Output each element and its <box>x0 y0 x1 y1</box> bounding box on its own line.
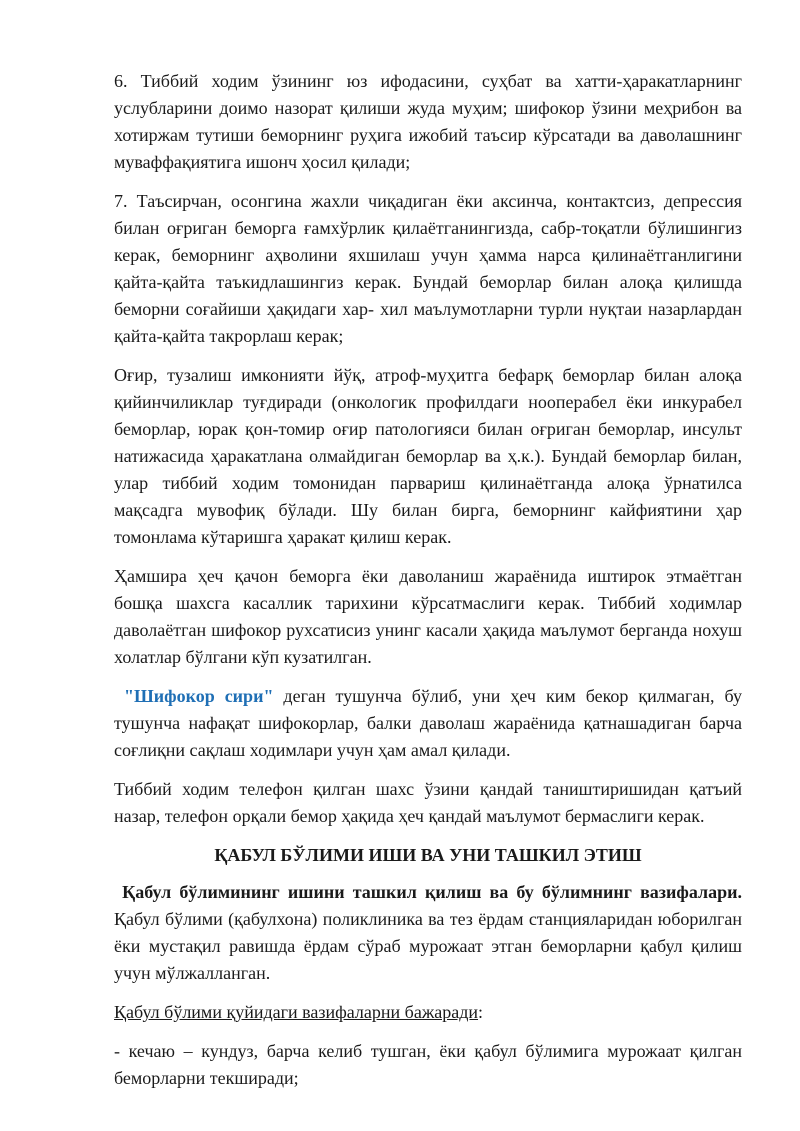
reception-lead-bold: Қабул бўлимининг ишини ташкил қилиш ва бу бўлимнинг вазифалари. <box>122 882 742 902</box>
tasks-colon: : <box>478 1002 484 1022</box>
paragraph-severe-patients: Оғир, тузалиш имконияти йўқ, атроф-муҳитга бефарқ беморлар билан алоқа қийинчиликлар туғдиради (онкологик профилдаги нооперабел ёки инкурабел беморлар, юрак қон-томир оғир патологияси билан оғриган беморлар, инсульт натижасида ҳаракатлана олмайдиган беморлар ва ҳ.к.). Бундай беморлар билан, улар тиббий ходим томонидан парвариш қилинаётганда алоқа ўрнатилса мақсадга мувофиқ бўлади. Шу билан бирга, беморнинг кайфиятини ҳар томонлама кўтаришга ҳаракат қилиш керак. <box>114 365 742 547</box>
paragraph-reception-intro <box>114 879 742 987</box>
paragraph-tasks-heading <box>114 999 742 1026</box>
paragraph-doctor-secret <box>114 683 742 764</box>
tasks-underlined-label: Қабул бўлими қуйидаги вазифаларни бажаради <box>114 1002 479 1022</box>
doctor-secret-text: деган тушунча бўлиб, уни ҳеч ким бекор қилмаган, бу тушунча нафақат шифокорлар, балки даволаш жараёнида қатнашадиган барча соғлиқни сақлаш ходимлари учун ҳам амал қилади. <box>114 686 742 760</box>
paragraph-6: 6. Тиббий ходим ўзининг юз ифодасини, суҳбат ва хатти-ҳаракатларнинг услубларини доимо назорат қилиши жуда муҳим; шифокор ўзини меҳрибон ва хотиржам тутиши беморнинг руҳига ижобий таъсир кўрсатади ва даволашнинг муваффақиятига ишонч ҳосил қилади; <box>114 71 742 172</box>
reception-lead-text: Қабул бўлими (қабулхона) поликлиника ва тез ёрдам станцияларидан юборилган ёки мустақил равишда ёрдам сўраб мурожаат этган беморларни қабул қилиш учун мўлжалланган. <box>114 909 742 983</box>
section-heading: ҚАБУЛ БЎЛИМИ ИШИ ВА УНИ ТАШКИЛ ЭТИШ <box>214 845 642 865</box>
paragraph-nurse-history: Ҳамшира ҳеч қачон беморга ёки даволаниш жараёнида иштирок этмаётган бошқа шахсга касаллик тарихини кўрсатмаслиги керак. Тиббий ходимлар даволаётган шифокор рухсатисиз унинг касали ҳақида маълумот берганда нохуш холатлар бўлгани кўп кузатилган. <box>114 566 742 667</box>
paragraph-telephone: Тиббий ходим телефон қилган шахс ўзини қандай таништиришидан қатъий назар, телефон орқали бемор ҳақида ҳеч қандай маълумот бермаслиги керак. <box>114 779 742 826</box>
list-item-task-1: - кечаю – кундуз, барча келиб тушган, ёки қабул бўлимига мурожаат қилган беморларни текширади; <box>114 1041 742 1088</box>
paragraph-7: 7. Таъсирчан, осонгина жахли чиқадиган ёки аксинча, контактсиз, депрессия билан оғриган беморга ғамхўрлик қилаётганингизда, сабр-тоқатли бўлишингиз керак, беморнинг аҳволини яхшилаш учун ҳамма нарса қилинаётганлигини қайта-қайта таъкидлашингиз керак. Бундай беморлар билан алоқа қилишда беморни соғайиши ҳақидаги хар- хил маълумотларни турли нуқтаи назарлардан қайта-қайта такрорлаш керак; <box>114 191 742 346</box>
doctor-secret-term: "Шифокор сири" <box>123 686 274 706</box>
